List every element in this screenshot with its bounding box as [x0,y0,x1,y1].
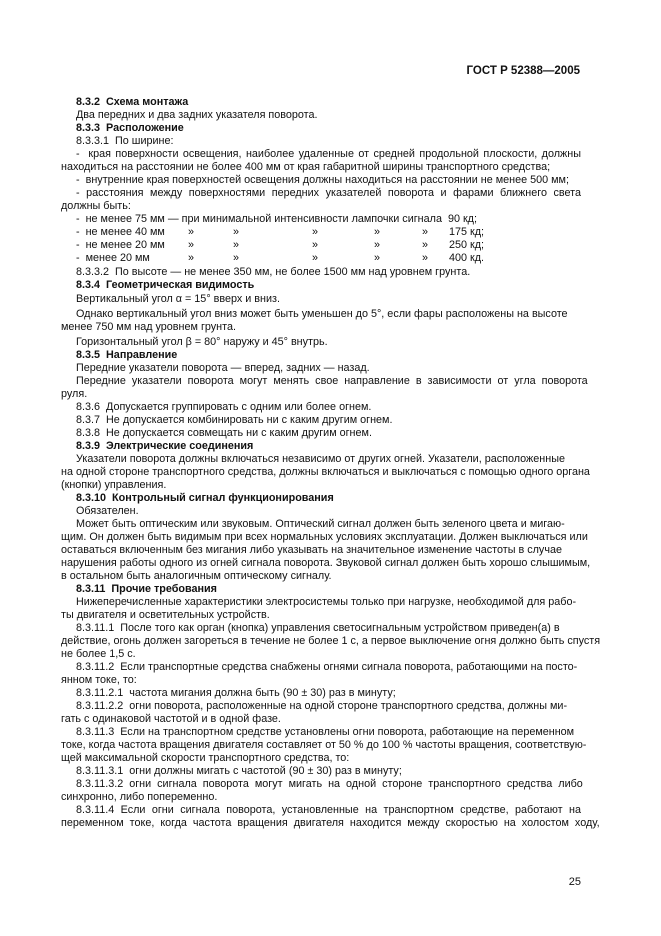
paragraph: 8.3.11.3.1 огни должны мигать с частотой (90 ± 30) раз в минуту; [76,765,402,777]
paragraph: переменном токе, когда частота вращения двигателя находится между скоростью на холостом ходу, [61,817,600,829]
ditto-mark: » [188,239,195,251]
paragraph: действие, огонь должен загореться в течение не более 1 с, а первое выключение огня должно быть спустя [61,635,601,647]
page-number: 25 [568,876,581,888]
paragraph: токе, когда частота вращения двигателя составляет от 50 % до 100 % частоты вращения, соответствую- [61,739,587,751]
ditto-mark: » [233,226,240,238]
paragraph: Горизонтальный угол β = 80° наружу и 45° внутрь. [76,336,328,348]
paragraph: Может быть оптическим или звуковым. Оптический сигнал должен быть зеленого цвета и мигаю- [76,518,565,530]
ditto-mark: » [188,226,195,238]
paragraph: 8.3.11.2.1 частота мигания должна быть (90 ± 30) раз в минуту; [76,687,396,699]
paragraph: гать с одинаковой частотой и в одной фазе. [61,713,281,725]
paragraph: должны быть: [61,200,131,212]
paragraph: щей максимальной скорости транспортного средства, то: [61,752,350,764]
paragraph: 8.3.11.4 Если огни сигнала поворота, установленные на транспортном средстве, работают на [76,804,581,816]
paragraph: янном токе, то: [61,674,137,686]
ditto-value: 175 кд; [449,226,485,238]
section-heading: 8.3.9 Электрические соединения [76,440,254,452]
ditto-mark: » [312,252,319,264]
paragraph: Вертикальный угол α = 15° вверх и вниз. [76,293,280,305]
paragraph: - расстояния между поверхностями передних указателей поворота и фарами ближнего света [76,187,581,199]
paragraph: Нижеперечисленные характеристики электросистемы только при нагрузке, необходимой для рабо- [76,596,577,608]
ditto-mark: » [374,252,381,264]
paragraph: 8.3.3.2 По высоте — не менее 350 мм, не более 1500 мм над уровнем грунта. [76,266,471,278]
ditto-mark: » [312,226,319,238]
ditto-mark: » [233,239,240,251]
paragraph: - внутренние края поверхностей освещения должны находиться на расстоянии не менее 500 мм; [76,174,569,186]
ditto-mark: » [374,239,381,251]
paragraph: Два передних и два задних указателя поворота. [76,109,318,121]
ditto-value: 250 кд; [449,239,485,251]
ditto-mark: » [422,239,429,251]
paragraph: Обязателен. [76,505,139,517]
section-heading: 8.3.4 Геометрическая видимость [76,279,255,291]
paragraph: не более 1,5 с. [61,648,136,660]
document-header: ГОСТ Р 52388—2005 [466,65,580,77]
ditto-mark: » [374,226,381,238]
paragraph: оставаться включенным без мигания либо указывать на значительное изменение частоты в случае [61,544,562,556]
ditto-label: - менее 20 мм [76,252,150,264]
ditto-mark: » [422,252,429,264]
paragraph: 8.3.11.3.2 огни сигнала поворота могут мигать на одной стороне транспортного средства либо [76,778,583,790]
paragraph: Указатели поворота должны включаться независимо от других огней. Указатели, расположенные [76,453,565,465]
section-heading: 8.3.10 Контрольный сигнал функционирования [76,492,334,504]
paragraph: находиться на расстоянии не более 400 мм от края габаритной ширины транспортного средства; [61,161,551,173]
paragraph: 8.3.7 Не допускается комбинировать ни с каким другим огнем. [76,414,393,426]
paragraph: щим. Он должен быть видимым при всех нормальных условиях эксплуатации. Должен выключаться или [61,531,588,543]
paragraph: 8.3.11.2 Если транспортные средства снабжены огнями сигнала поворота, работающими на посто- [76,661,578,673]
ditto-label: - не менее 40 мм [76,226,165,238]
list-item: - не менее 75 мм — при минимальной интенсивности лампочки сигнала 90 кд; [76,213,477,225]
paragraph: менее 750 мм над уровнем грунта. [61,321,236,333]
ditto-value: 400 кд. [449,252,485,264]
section-heading: 8.3.2 Схема монтажа [76,96,189,108]
ditto-mark: » [233,252,240,264]
paragraph: Однако вертикальный угол вниз может быть уменьшен до 5°, если фары расположены на высоте [76,308,568,320]
section-heading: 8.3.3 Расположение [76,122,184,134]
paragraph: нарушения работы одного из огней сигнала поворота. Звуковой сигнал должен быть хорошо слышимым, [61,557,591,569]
paragraph: Передние указатели поворота могут менять свое направление в зависимости от угла поворота [76,375,588,387]
paragraph: 8.3.11.3 Если на транспортном средстве установлены огни поворота, работающие на переменном [76,726,575,738]
paragraph: 8.3.11.2.2 огни поворота, расположенные на одной стороне транспортного средства, должны ми- [76,700,568,712]
paragraph: синхронно, либо попеременно. [61,791,218,803]
paragraph: (кнопки) управления. [61,479,167,491]
section-heading: 8.3.5 Направление [76,349,178,361]
paragraph: на одной стороне транспортного средства, должны включаться и выключаться с помощью одного органа [61,466,590,478]
paragraph: 8.3.11.1 После того как орган (кнопка) управления светосигнальным устройством приведен(а) в [76,622,560,634]
paragraph: руля. [61,388,88,400]
paragraph: 8.3.8 Не допускается совмещать ни с каким другим огнем. [76,427,372,439]
ditto-mark: » [312,239,319,251]
section-heading: 8.3.11 Прочие требования [76,583,217,595]
paragraph: ты двигателя и осветительных устройств. [61,609,270,621]
ditto-mark: » [188,252,195,264]
ditto-label: - не менее 20 мм [76,239,165,251]
paragraph: 8.3.3.1 По ширине: [76,135,174,147]
ditto-mark: » [422,226,429,238]
paragraph: - края поверхности освещения, наиболее удаленные от средней продольной плоскости, должны [76,148,581,160]
paragraph: 8.3.6 Допускается группировать с одним или более огнем. [76,401,372,413]
paragraph: Передние указатели поворота — вперед, задних — назад. [76,362,370,374]
paragraph: в остальном быть аналогичным оптическому сигналу. [61,570,332,582]
